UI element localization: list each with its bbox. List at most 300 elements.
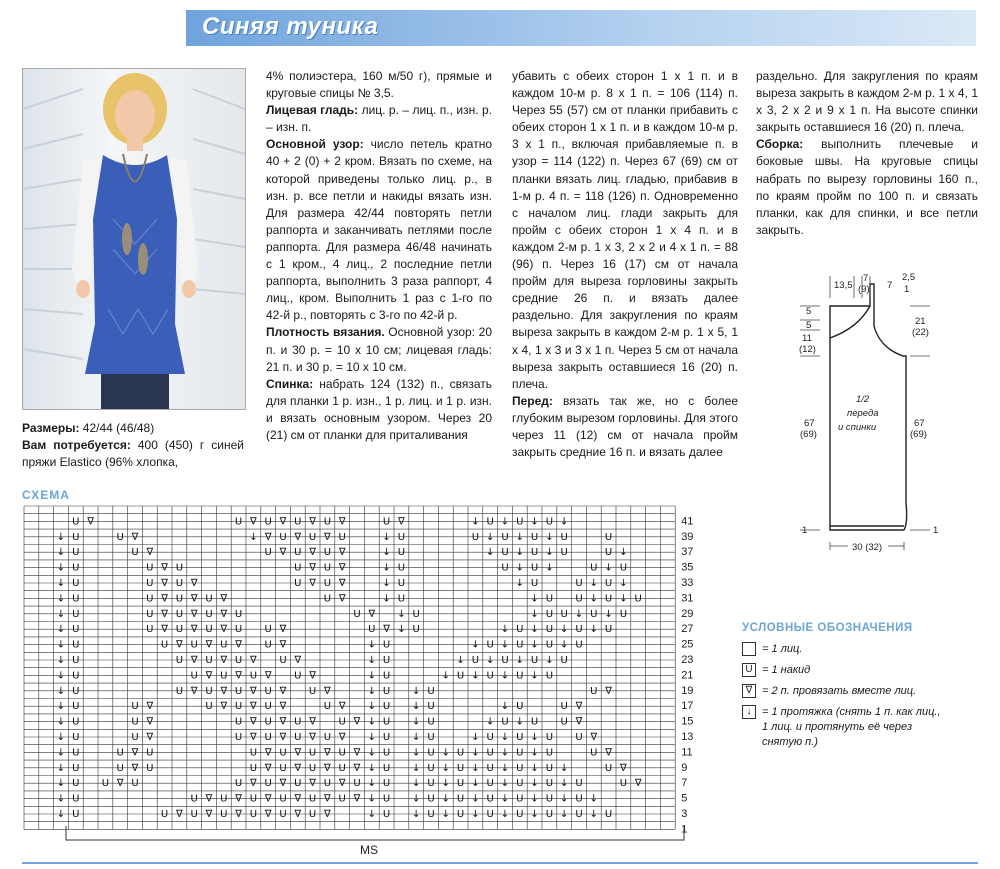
chart-symbol: ∇: [146, 701, 154, 713]
chart-symbol: U: [279, 793, 287, 805]
chart-symbol: U: [397, 578, 406, 589]
chart-symbol: ↓: [471, 670, 480, 682]
chart-symbol: U: [560, 531, 568, 543]
chart-symbol: U: [353, 778, 361, 790]
chart-symbol: ∇: [279, 732, 287, 743]
dim-left-11: 11: [802, 333, 812, 344]
chart-symbol: ∇: [309, 578, 316, 589]
chart-symbol: U: [308, 809, 317, 820]
chart-symbol: ∇: [353, 716, 361, 728]
legend-text-skp-2: 1 лиц. и протянуть её через: [762, 721, 913, 733]
chart-symbol: U: [264, 778, 272, 790]
chart-symbol: ↓: [382, 562, 391, 574]
sizes-label: Размеры:: [22, 421, 80, 435]
chart-symbol: ↓: [530, 747, 539, 759]
chart-symbol: U: [190, 639, 198, 651]
chart-symbol: U: [220, 809, 228, 820]
chart-symbol: ↓: [382, 531, 391, 543]
chart-symbol: ↓: [441, 762, 450, 774]
chart-symbol: U: [486, 778, 494, 790]
chart-symbol: ↓: [530, 670, 539, 682]
yarnover-symbol: U: [742, 663, 756, 677]
chart-symbol: U: [427, 762, 435, 774]
row-number: 25: [681, 638, 694, 651]
chart-symbol: U: [116, 747, 124, 759]
chart-symbol: U: [72, 809, 80, 820]
row-number: 23: [681, 654, 694, 666]
legend-text-knit: = 1 лиц.: [762, 643, 803, 655]
chart-symbol: ↓: [412, 716, 421, 728]
chart-symbol: U: [456, 762, 465, 774]
chart-symbol: U: [530, 716, 539, 728]
chart-symbol: ∇: [338, 516, 346, 528]
row-number: 1: [681, 823, 688, 836]
chart-symbol: U: [101, 778, 110, 790]
chart-symbol: U: [501, 716, 509, 728]
legend-item-k2tog: [742, 684, 916, 699]
chart-symbol: U: [545, 732, 554, 743]
chart-symbol: U: [146, 747, 154, 759]
chart-symbol: U: [338, 747, 346, 759]
chart-symbol: U: [456, 778, 465, 790]
chart-symbol: ↓: [560, 793, 569, 805]
chart-symbol: U: [249, 747, 258, 759]
chart-symbol: ∇: [294, 793, 302, 805]
chart-symbol: ∇: [131, 747, 139, 759]
chart-symbol: ↓: [367, 701, 376, 713]
chart-symbol: U: [264, 516, 272, 528]
chart-symbol: ∇: [353, 793, 361, 805]
chart-symbol: ∇: [146, 732, 154, 743]
row-number: 13: [681, 731, 694, 743]
chart-symbol: ↓: [560, 762, 569, 774]
chart-symbol: U: [382, 762, 391, 774]
chart-symbol: U: [575, 624, 583, 636]
chart-symbol: U: [516, 762, 524, 774]
chart-symbol: ↓: [382, 578, 391, 589]
repeat-label: MS: [360, 843, 378, 857]
chart-symbol: U: [545, 778, 554, 790]
chart-symbol: ↓: [574, 608, 584, 620]
chart-symbol: ↓: [471, 516, 480, 528]
dim-left-5a: 5: [806, 306, 812, 317]
chart-symbol: U: [175, 655, 184, 666]
chart-symbol: U: [205, 608, 213, 620]
chart-symbol: U: [338, 793, 346, 805]
chart-symbol: U: [456, 809, 465, 820]
k2tog-symbol: ∇: [742, 684, 756, 698]
chart-symbol: U: [264, 547, 272, 559]
chart-symbol: ∇: [161, 578, 168, 589]
chart-symbol: U: [590, 685, 598, 697]
chart-symbol: ↓: [441, 670, 450, 682]
chart-symbol: U: [530, 655, 539, 666]
chart-symbol: U: [234, 685, 243, 697]
chart-symbol: ∇: [161, 593, 168, 605]
chart-symbol: ↓: [367, 793, 376, 805]
chart-symbol: U: [220, 639, 228, 651]
text-column-2: [266, 68, 492, 444]
chart-symbol: U: [205, 701, 213, 713]
chart-symbol: ∇: [235, 639, 242, 651]
chart-symbol: U: [560, 716, 568, 728]
chart-symbol: U: [560, 608, 568, 620]
main-pattern-label: Основной узор:: [266, 137, 364, 152]
chart-symbol: ↓: [530, 608, 539, 620]
chart-symbol: U: [575, 732, 583, 743]
dim-right-22: (22): [912, 327, 929, 338]
chart-symbol: U: [72, 732, 80, 743]
chart-symbol: U: [382, 732, 391, 743]
chart-symbol: ∇: [383, 624, 390, 636]
chart-symbol: ↓: [486, 531, 495, 543]
chart-symbol: U: [160, 809, 169, 820]
chart-symbol: ∇: [264, 747, 272, 759]
chart-symbol: ↓: [56, 685, 66, 697]
chart-symbol: ∇: [220, 624, 228, 636]
chart-symbol: U: [279, 531, 287, 543]
chart-symbol: U: [501, 655, 509, 666]
dim-left-5b: 5: [806, 320, 812, 331]
chart-symbol: ↓: [471, 762, 480, 774]
chart-symbol: ↓: [367, 762, 376, 774]
chart-symbol: ∇: [338, 547, 346, 559]
chart-symbol: U: [590, 747, 598, 759]
chart-symbol: U: [486, 516, 494, 528]
chart-symbol: ∇: [235, 670, 242, 682]
chart-symbol: ∇: [205, 639, 213, 651]
chart-symbol: ↓: [367, 732, 376, 743]
chart-symbol: U: [545, 747, 554, 759]
chart-symbol: U: [397, 547, 406, 559]
chart-symbol: ∇: [294, 762, 302, 774]
chart-symbol: U: [131, 732, 139, 743]
chart-symbol: U: [323, 578, 332, 589]
chart-symbol: ∇: [353, 747, 361, 759]
chart-symbol: U: [72, 624, 80, 636]
chart-symbol: ∇: [161, 562, 168, 574]
chart-symbol: ↓: [56, 716, 66, 728]
chart-symbol: ∇: [309, 516, 316, 528]
chart-symbol: U: [456, 747, 465, 759]
chart-symbol: U: [397, 531, 406, 543]
chart-symbol: U: [486, 762, 494, 774]
chart-symbol: ↓: [486, 547, 495, 559]
model-illustration: [23, 69, 245, 409]
dim-one-left: 1: [802, 525, 808, 536]
chart-symbol: U: [234, 716, 243, 728]
chart-symbol: U: [545, 624, 554, 636]
chart-symbol: ↓: [515, 655, 524, 666]
gauge-label: Плотность вязания.: [266, 325, 385, 340]
legend-item-knit: [742, 642, 802, 657]
main-pattern-text: число петель кратно 40 + 2 (0) + 2 кром. Вязать по схеме, на которой приведены только лиц. р., в изн. р. все петли и накиды вязать изн. Для размера 42/44 повторять петли раппорта и заканчивать петлями после раппорта. Для размера 46/48 начинать с 1 кром., 4 лиц., 2 последние петли раппорта, выполнить 3 раза раппорт, 4 лиц., кром. Выполнить 1 раз с 1-го по 42-й р., повторять с 3-го по 42-й р.: [266, 137, 493, 323]
chart-symbol: ↓: [500, 732, 510, 743]
chart-symbol: U: [175, 608, 184, 620]
legend-text-skp-3: снятую п.): [762, 736, 818, 748]
chart-symbol: ↓: [471, 747, 480, 759]
chart-symbol: ∇: [146, 547, 154, 559]
chart-symbol: ↓: [367, 655, 376, 666]
chart-symbol: U: [249, 793, 258, 805]
chart-symbol: U: [131, 701, 139, 713]
chart-symbol: U: [545, 762, 554, 774]
chart-symbol: U: [604, 624, 613, 636]
assembly-label: Сборка:: [756, 137, 804, 152]
piece-label-1: 1/2: [856, 394, 870, 405]
piece-label-2: переда: [847, 408, 879, 419]
chart-symbol: U: [530, 531, 539, 543]
chart-symbol: U: [382, 516, 391, 528]
chart-symbol: ↓: [560, 516, 569, 528]
legend-text-skp: [762, 705, 941, 750]
chart-symbol: ↓: [56, 670, 66, 682]
materials-label: Вам потребуется:: [22, 438, 131, 453]
chart-symbol: U: [234, 701, 243, 713]
chart-symbol: ↓: [367, 670, 376, 682]
chart-symbol: ∇: [605, 685, 612, 697]
chart-symbol: U: [294, 578, 302, 589]
chart-symbol: ∇: [279, 778, 287, 790]
chart-symbol: ∇: [250, 685, 257, 697]
chart-symbol: ↓: [367, 639, 376, 651]
chart-symbol: U: [397, 593, 406, 605]
chart-symbol: U: [471, 655, 480, 666]
chart-symbol: ∇: [338, 778, 346, 790]
chart-symbol: U: [382, 716, 391, 728]
chart-symbol: U: [516, 793, 524, 805]
chart-symbol: U: [619, 562, 628, 574]
chart-symbol: ↓: [604, 562, 613, 574]
chart-symbol: U: [146, 608, 154, 620]
chart-symbol: U: [545, 516, 554, 528]
dim-one-right: 1: [933, 525, 939, 536]
dim-left-67: 67: [804, 418, 815, 429]
chart-symbol: U: [604, 578, 613, 589]
chart-symbol: ↓: [56, 608, 66, 620]
chart-symbol: U: [516, 516, 524, 528]
chart-symbol: U: [220, 793, 228, 805]
chart-symbol: U: [338, 716, 346, 728]
dim-edge-2: 1: [904, 284, 910, 295]
chart-symbol: U: [545, 809, 554, 820]
chart-symbol: U: [146, 562, 154, 574]
chart-symbol: ∇: [87, 516, 94, 528]
chart-symbol: U: [560, 547, 568, 559]
model-photo: [22, 68, 246, 410]
chart-symbol: ∇: [279, 716, 287, 728]
chart-symbol: U: [116, 531, 124, 543]
chart-symbol: ∇: [220, 655, 228, 666]
chart-symbol: ∇: [190, 608, 198, 620]
page-title: Синяя туника: [202, 13, 379, 40]
chart-symbol: ∇: [220, 593, 228, 605]
legend-title: УСЛОВНЫЕ ОБОЗНАЧЕНИЯ: [742, 622, 913, 634]
chart-symbol: ∇: [279, 624, 287, 636]
chart-symbol: U: [72, 701, 80, 713]
chart-symbol: U: [72, 716, 80, 728]
chart-symbol: U: [501, 547, 509, 559]
chart-symbol: ↓: [56, 562, 66, 574]
repeat-bracket: [60, 826, 690, 856]
chart-symbol: U: [175, 685, 184, 697]
row-number: 35: [681, 561, 694, 574]
chart-symbol: ∇: [190, 593, 198, 605]
chart-symbol: U: [234, 516, 243, 528]
chart-symbol: U: [560, 701, 568, 713]
chart-symbol: U: [634, 593, 642, 605]
chart-symbol: ↓: [412, 793, 421, 805]
chart-symbol: ↓: [500, 778, 510, 790]
chart-symbol: ↓: [56, 639, 66, 651]
chart-symbol: U: [264, 716, 272, 728]
chart-symbol: U: [323, 701, 332, 713]
chart-symbol: ↓: [530, 793, 539, 805]
front-cont: раздельно. Для закругления по краям выреза закрыть в каждом 2-м р. 1 х 4, 1 х 3, 2 х 2 и 9 х 1 п. На высоте спинки закрыть оставшиеся 16 (20) п. плеча.: [756, 69, 978, 135]
chart-symbol: U: [486, 809, 494, 820]
chart-symbol: ↓: [530, 593, 539, 605]
chart-symbol: U: [220, 670, 228, 682]
chart-symbol: U: [323, 778, 332, 790]
chart-symbol: ∇: [353, 762, 361, 774]
chart-symbol: U: [545, 639, 554, 651]
chart-symbol: ∇: [161, 608, 168, 620]
row-number: 5: [681, 792, 688, 805]
legend-text-yarnover: = 1 накид: [762, 664, 811, 676]
chart-symbol: ↓: [619, 547, 628, 559]
chart-symbol: ∇: [575, 701, 583, 713]
chart-symbol: U: [368, 624, 376, 636]
chart-symbol: U: [501, 562, 509, 574]
chart-symbol: U: [575, 809, 583, 820]
chart-symbol: U: [205, 655, 213, 666]
chart-symbol: ↓: [397, 608, 406, 620]
chart-symbol: ↓: [56, 655, 66, 666]
chart-symbol: ∇: [161, 624, 168, 636]
chart-symbol: U: [382, 701, 391, 713]
chart-symbol: U: [338, 762, 346, 774]
chart-symbol: U: [205, 624, 213, 636]
chart-symbol: ∇: [309, 562, 316, 574]
chart-symbol: ↓: [604, 608, 613, 620]
legend-text-skp-1: = 1 протяжка (снять 1 п. как лиц.,: [762, 706, 941, 718]
chart-symbol: ∇: [250, 655, 257, 666]
chart-symbol: U: [456, 670, 465, 682]
text-column-1: [22, 420, 244, 471]
dim-center: 7: [887, 280, 893, 291]
garment-diagram: [770, 268, 970, 563]
chart-symbol: ∇: [205, 793, 213, 805]
dim-neck: 7: [863, 273, 869, 284]
back-text: набрать 124 (132) п., связать для планки 1 р. изн., 1 р. лиц. и 1 р. изн. и вязать основным узором. Через 20 (21) см от планки для приталивания: [266, 376, 492, 442]
chart-symbol: ↓: [515, 547, 524, 559]
text-column-3: [512, 68, 738, 461]
chart-symbol: ∇: [176, 639, 183, 651]
chart-symbol: ↓: [367, 685, 376, 697]
chart-symbol: U: [131, 778, 139, 790]
chart-symbol: ↓: [367, 716, 376, 728]
chart-symbol: ↓: [500, 701, 510, 713]
chart-symbol: ↓: [441, 809, 450, 820]
chart-symbol: U: [427, 747, 435, 759]
row-number: 33: [681, 577, 694, 589]
chart-symbol: U: [604, 809, 613, 820]
chart-symbol: U: [412, 624, 420, 636]
chart-symbol: U: [516, 624, 524, 636]
chart-symbol: ∇: [131, 531, 139, 543]
chart-symbol: U: [72, 685, 80, 697]
chart-symbol: ∇: [190, 578, 198, 589]
chart-symbol: ↓: [560, 639, 569, 651]
chart-symbol: ↓: [589, 593, 598, 605]
row-number: 19: [681, 684, 694, 697]
chart-symbol: ↓: [530, 639, 539, 651]
chart-symbol: U: [323, 547, 332, 559]
chart-symbol: U: [308, 685, 317, 697]
stockinette-text: лиц. р. – лиц. п., изн. р. – изн. п.: [266, 103, 492, 135]
chart-symbol: U: [382, 747, 391, 759]
chart-symbol: U: [397, 562, 406, 574]
chart-symbol: U: [501, 531, 509, 543]
dim-bottom: 30 (32): [852, 542, 883, 553]
chart-symbol: ↓: [500, 624, 510, 636]
chart-symbol: U: [516, 778, 524, 790]
chart-symbol: U: [308, 747, 317, 759]
chart-symbol: U: [486, 793, 494, 805]
chart-symbol: U: [619, 778, 628, 790]
chart-symbol: ∇: [250, 778, 257, 790]
chart-symbol: ∇: [250, 716, 257, 728]
chart-symbol: U: [604, 593, 613, 605]
chart-symbol: ∇: [294, 531, 302, 543]
chart-symbol: ↓: [56, 762, 66, 774]
chart-symbol: ↓: [56, 547, 66, 559]
chart-symbol: U: [264, 701, 272, 713]
chart-symbol: ∇: [605, 747, 612, 759]
chart-symbol: ↓: [530, 762, 539, 774]
chart-symbol: U: [249, 809, 258, 820]
chart-symbol: ↓: [456, 655, 465, 666]
dim-edge: 2,5: [902, 272, 916, 283]
gauge-text: Основной узор: 20 п. и 30 р. = 10 х 10 см; лицевая гладь: 21 п. и 30 р. = 10 х 10 см.: [266, 325, 492, 374]
chart-symbol: ↓: [619, 593, 628, 605]
chart-symbol: U: [427, 778, 435, 790]
chart-symbol: ↓: [471, 732, 480, 743]
chart-symbol: ∇: [620, 762, 627, 774]
chart-symbol: ↓: [56, 793, 66, 805]
chart-symbol: ∇: [294, 747, 302, 759]
chart-symbol: U: [604, 762, 613, 774]
chart-symbol: U: [590, 608, 598, 620]
chart-symbol: ↓: [56, 578, 66, 589]
row-number: 17: [681, 700, 694, 713]
chart-symbol: ∇: [279, 685, 287, 697]
chart-symbol: U: [427, 809, 435, 820]
chart-symbol: U: [604, 547, 613, 559]
chart-symbol: U: [175, 562, 184, 574]
chart-symbol: U: [412, 608, 420, 620]
chart-symbol: U: [146, 624, 154, 636]
chart-symbol: U: [249, 670, 258, 682]
chart-symbol: U: [486, 639, 494, 651]
chart-symbol: ∇: [131, 762, 139, 774]
chart-symbol: ↓: [412, 732, 421, 743]
legend-text-k2tog: = 2 п. провязать вместе лиц.: [762, 685, 917, 697]
chart-symbol: ↓: [589, 809, 598, 820]
chart-symbol: U: [146, 762, 154, 774]
chart-symbol: ↓: [471, 809, 480, 820]
row-number: 11: [681, 746, 693, 759]
